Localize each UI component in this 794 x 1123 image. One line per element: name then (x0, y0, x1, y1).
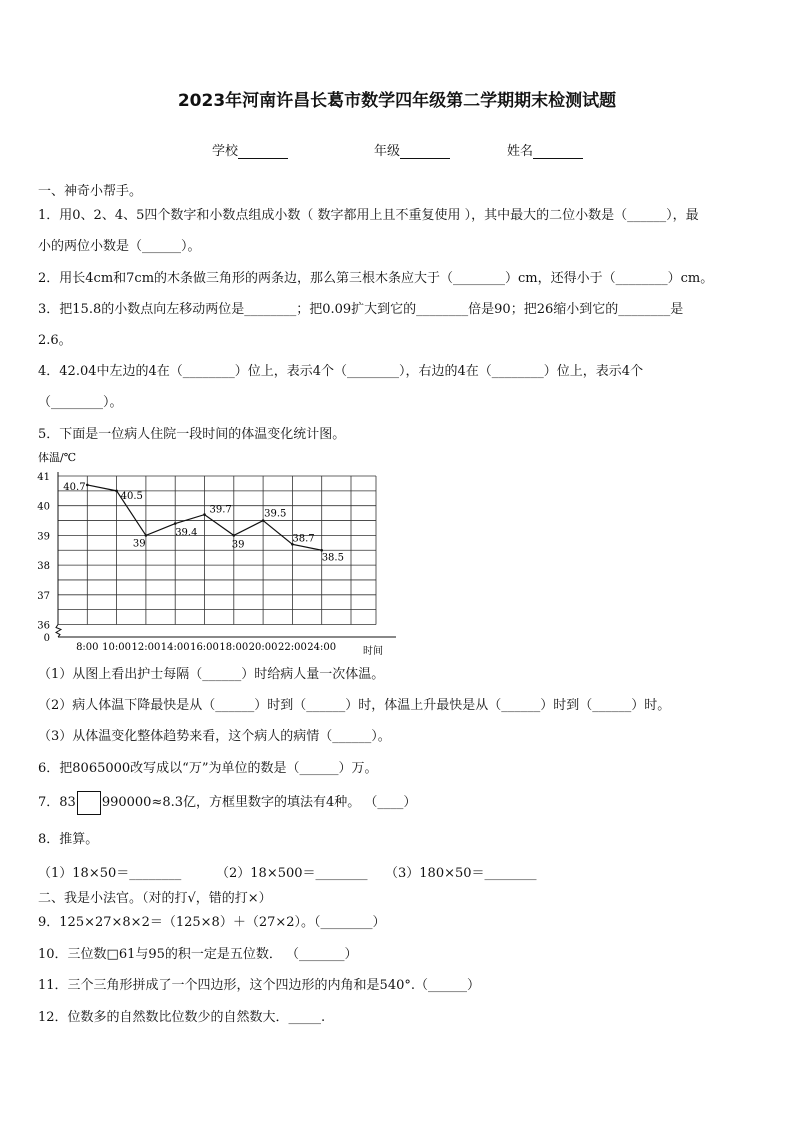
y-tick-label: 0 (43, 633, 50, 644)
question-7-prefix: 7．83 (38, 795, 76, 810)
question-5-2: （2）病人体温下降最快是从（______）时到（______）时，体温上升最快是从（______）时到（______）时。 (38, 698, 671, 713)
data-point (86, 484, 89, 487)
data-point (320, 549, 323, 552)
x-tick-label: 8:00 (76, 642, 99, 653)
data-point (262, 519, 265, 522)
question-6: 6．把8065000改写成以“万”为单位的数是（______）万。 (38, 761, 378, 776)
question-7-suffix: 990000≈8.3亿，方框里数字的填法有4种。 （____） (101, 795, 417, 810)
question-5: 5．下面是一位病人住院一段时间的体温变化统计图。 (38, 427, 346, 442)
x-tick-label: 10:00 (102, 642, 132, 653)
question-12: 12．位数多的自然数比位数少的自然数大．_____. (38, 1010, 326, 1025)
question-1-line-1: 1．用0、2、4、5四个数字和小数点组成小数（ 数字都用上且不重复使用 ），其中最大的二位小数是（______），最 (38, 208, 699, 223)
data-label: 40.5 (120, 490, 143, 502)
y-tick-label: 38 (37, 561, 50, 573)
x-tick-label: 16:00 (190, 642, 219, 653)
question-8-1: （1）18×50＝________ (38, 866, 182, 881)
question-10: 10．三位数□61与95的积一定是五位数． （_______） (38, 947, 358, 962)
section-heading-2: 二、我是小法官。（对的打√，错的打×） (38, 891, 272, 906)
question-8-2: （2）18×500＝________ (216, 866, 368, 881)
section-heading-1: 一、神奇小帮手。 (38, 184, 143, 199)
grade-field (374, 140, 450, 159)
name-blank[interactable] (533, 144, 583, 159)
x-tick-label: 12:00 (131, 642, 161, 653)
name-field (507, 140, 583, 159)
y-tick-label: 41 (37, 472, 50, 483)
school-blank[interactable] (238, 144, 288, 159)
y-tick-label: 39 (37, 531, 50, 543)
chart-grid (58, 476, 376, 625)
data-label: 38.5 (321, 552, 344, 564)
x-tick-label: 18:00 (219, 642, 249, 653)
school-label: 学校 (212, 144, 239, 159)
question-5-1: （1）从图上看出护士每隔（______）时给病人量一次体温。 (38, 667, 385, 682)
data-labels (63, 482, 344, 563)
data-label: 39.5 (264, 508, 287, 520)
x-tick-label: 24:00 (307, 642, 337, 653)
y-tick-labels (37, 472, 50, 644)
data-point (203, 513, 206, 516)
question-8: 8．推算。 (38, 832, 99, 847)
question-2: 2．用长4cm和7cm的木条做三角形的两条边，那么第三根木条应大于（________）cm，还得小于（________）cm。 (38, 271, 714, 286)
x-axis-label: 时间 (363, 646, 383, 657)
x-tick-labels (76, 642, 336, 653)
data-label: 39.7 (209, 504, 232, 516)
question-3-line-1: 3．把15.8的小数点向左移动两位是________；把0.09扩大到它的________倍是90；把26缩小到它的________是 (38, 302, 684, 317)
data-point (174, 522, 177, 525)
question-4-line-1: 4．42.04中左边的4在（________）位上，表示4个（________），右边的4在（________）位上，表示4个 (38, 364, 644, 379)
data-label: 40.7 (63, 481, 86, 493)
question-9: 9．125×27×8×2＝（125×8）＋（27×2）。（________） (38, 915, 386, 930)
question-7 (38, 790, 762, 816)
question-8-3: （3）180×50＝________ (385, 866, 537, 881)
data-point (115, 490, 118, 493)
y-tick-label: 36 (37, 620, 50, 632)
y-tick-label: 37 (37, 590, 50, 602)
data-label: 39 (231, 539, 245, 551)
question-4-line-2: （________）。 (38, 395, 123, 410)
x-tick-label: 20:00 (248, 642, 278, 653)
data-point (233, 534, 236, 537)
y-tick-label: 40 (37, 501, 50, 513)
question-11: 11．三个三角形拼成了一个四边形，这个四边形的内角和是540°.（______） (38, 978, 480, 993)
chart-axes (56, 472, 396, 637)
data-label: 39.4 (175, 527, 198, 539)
axis-break (56, 625, 61, 638)
school-field (212, 140, 288, 159)
data-label: 38.7 (292, 533, 315, 545)
data-point (145, 534, 148, 537)
digit-box[interactable] (77, 791, 101, 815)
question-3-line-2: 2.6。 (38, 333, 72, 348)
question-1-line-2: 小的两位小数是（______）。 (38, 239, 201, 254)
grade-label: 年级 (374, 144, 401, 159)
question-5-3: （3）从体温变化整体趋势来看，这个病人的病情（______）。 (38, 729, 391, 744)
page-title: 2023年河南许昌长葛市数学四年级第二学期期末检测试题 (177, 91, 617, 111)
data-label: 39 (132, 538, 146, 550)
y-axis-label: 体温/℃ (38, 451, 77, 464)
temperature-line-chart (36, 448, 406, 658)
x-tick-label: 22:00 (277, 642, 307, 653)
grade-blank[interactable] (400, 144, 450, 159)
x-tick-label: 14:00 (160, 642, 190, 653)
name-label: 姓名 (507, 144, 534, 159)
